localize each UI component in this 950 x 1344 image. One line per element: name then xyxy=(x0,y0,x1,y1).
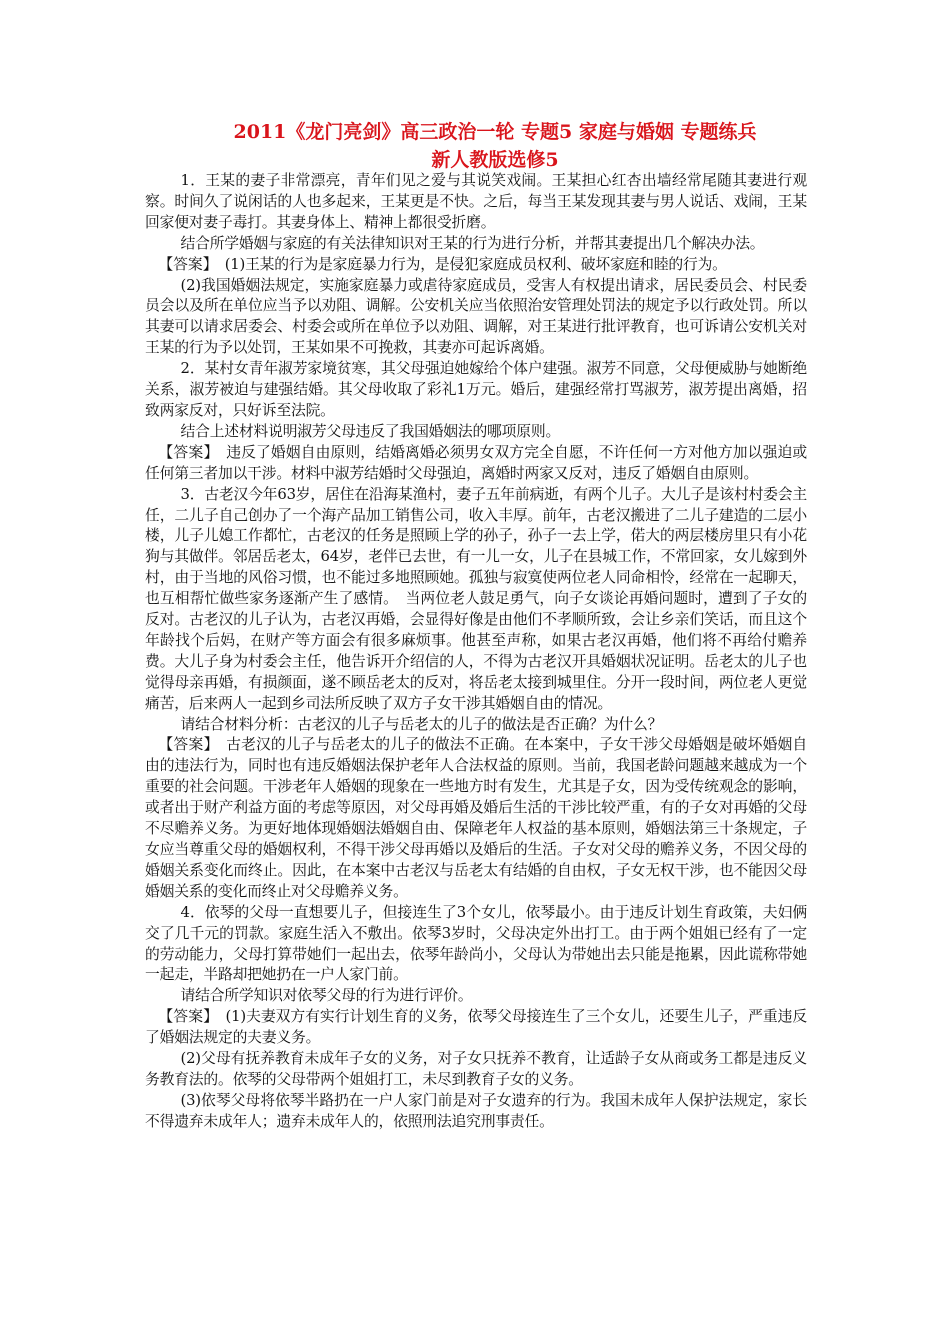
answer-text: (1)夫妻双方有实行计划生育的义务，依琴父母接连生了三个女儿，还要生儿子，严重违反了婚姻法规定的夫妻义务。 xyxy=(145,1008,807,1047)
body-paragraph: (2)父母有抚养教育未成年子女的义务，对子女只抚养不教育，让适龄子女从商或务工都是违反义务教育法的。依琴的父母带两个姐姐打工，未尽到教育子女的义务。 xyxy=(145,1050,807,1088)
document-body xyxy=(145,171,807,1133)
document-title xyxy=(145,118,845,174)
title-line-2: 新人教版选修5 xyxy=(431,149,559,171)
answer-paragraph xyxy=(145,255,807,276)
body-paragraph: 请结合材料分析：古老汉的儿子与岳老太的儿子的做法是否正确？为什么？ xyxy=(180,715,663,733)
body-paragraph: 1．王某的妻子非常漂亮，青年们见之爱与其说笑戏闹。王某担心红杏出墙经常尾随其妻进行观察。时间久了说闲话的人也多起来，王某更是不快。之后，每当王某发现其妻与男人说话、戏闹，王某回家便对妻子毒打。其妻身体上、精神上都很受折磨。 xyxy=(145,172,807,231)
answer-paragraph xyxy=(145,443,807,485)
body-paragraph: 4．依琴的父母一直想要儿子，但接连生了3个女儿，依琴最小。由于违反计划生育政策，夫妇俩交了几千元的罚款。家庭生活入不敷出。依琴3岁时，父母决定外出打工。由于两个姐姐已经有了一定的劳动能力，父母打算带她们一起出去，依琴年龄尚小，父母认为带她出去只能是拖累，因此谎称带她一起走，半路却把她扔在一户人家门前。 xyxy=(145,903,807,984)
answer-tag: 【答案】 xyxy=(158,255,211,273)
title-line-1: 2011《龙门亮剑》高三政治一轮 专题5 家庭与婚姻 专题练兵 xyxy=(233,121,757,143)
body-paragraph: 请结合所学知识对依琴父母的行为进行评价。 xyxy=(180,987,473,1005)
body-paragraph: 结合所学婚姻与家庭的有关法律知识对王某的行为进行分析，并帮其妻提出几个解决办法。 xyxy=(180,234,765,252)
answer-tag: 【答案】 xyxy=(158,443,212,461)
answer-text: 违反了婚姻自由原则，结婚离婚必须男女双方完全自愿，不许任何一方对他方加以强迫或任何第三者加以干涉。材料中淑芳结婚时父母强迫，离婚时两家又反对，违反了婚姻自由原则。 xyxy=(145,443,807,482)
answer-paragraph xyxy=(145,735,807,902)
answer-text: 古老汉的儿子与岳老太的儿子的做法不正确。在本案中，子女干涉父母婚姻是破坏婚姻自由的违法行为，同时也有违反婚姻法保护老年人合法权益的原则。当前，我国老龄问题越来越成为一个重要的社会问题。干涉老年人婚姻的现象在一些地方时有发生，尤其是子女，因为受传统观念的影响，或者出于财产利益方面的考虑等原因，对父母再婚及婚后生活的干涉比较严重，有的子女对再婚的父母不尽赡养义务。为更好地体现婚姻法婚姻自由、保障老年人权益的基本原则，婚姻法第三十条规定，子女应当尊重父母的婚姻权利，不得干涉父母再婚以及婚后的生活。子女对父母的赡养义务，不因父母的婚姻关系变化而终止。因此，在本案中古老汉与岳老太有结婚的自由权，子女无权干涉，也不能因父母婚姻关系的变化而终止对父母赡养义务。 xyxy=(145,736,807,900)
answer-text: (1)王某的行为是家庭暴力行为，是侵犯家庭成员权利、破坏家庭和睦的行为。 xyxy=(210,255,727,273)
answer-tag: 【答案】 xyxy=(158,736,212,754)
answer-paragraph xyxy=(145,1007,807,1049)
body-paragraph: (3)依琴父母将依琴半路扔在一户人家门前是对子女遗弃的行为。我国未成年人保护法规定，家长不得遗弃未成年人；遗弃未成年人的，依照刑法追究刑事责任。 xyxy=(145,1091,807,1130)
body-paragraph: 3．古老汉今年63岁，居住在沿海某渔村，妻子五年前病逝，有两个儿子。大儿子是该村村委会主任，二儿子自己创办了一个海产品加工销售公司，收入丰厚。前年，古老汉搬进了二儿子建造的二层小楼，儿子儿媳工作都忙，古老汉的任务是照顾上学的孙子，孙子一去上学，偌大的两层楼房里只有小花狗与其做伴。邻居岳老太，64岁，老伴已去世，有一儿一女，儿子在县城工作，不常回家，女儿嫁到外村，由于当地的风俗习惯，也不能过多地照顾她。孤独与寂寞使两位老人同命相怜，经常在一起聊天，也互相帮忙做些家务逐渐产生了感情。 当两位老人鼓足勇气，向子女谈论再婚问题时，遭到了子女的反对。古老汉的儿子认为，古老汉再婚，会显得好像是由他们不孝顺所致，会让乡亲们笑话，而且这个年龄找个后妈，在财产等方面会有很多麻烦事。他甚至声称，如果古老汉再婚，他们将不再给付赡养费。大儿子身为村委会主任，他告诉开介绍信的人，不得为古老汉开具婚姻状况证明。岳老太的儿子也觉得母亲再婚，有损颜面，遂不顾岳老太的反对，将岳老太接到城里住。分开一段时间，两位老人更觉痛苦，后来两人一起到乡司法所反映了双方子女干涉其婚姻自由的情况。 xyxy=(145,485,807,712)
body-paragraph: 2．某村女青年淑芳家境贫寒，其父母强迫她嫁给个体户建强。淑芳不同意，父母便威胁与她断绝关系，淑芳被迫与建强结婚。其父母收取了彩礼1万元。婚后，建强经常打骂淑芳，淑芳提出离婚，招致两家反对，只好诉至法院。 xyxy=(145,360,807,419)
answer-tag: 【答案】 xyxy=(158,1008,211,1026)
body-paragraph: 结合上述材料说明淑芳父母违反了我国婚姻法的哪项原则。 xyxy=(180,422,561,440)
body-paragraph: (2)我国婚姻法规定，实施家庭暴力或虐待家庭成员，受害人有权提出请求，居民委员会、村民委员会以及所在单位应当予以劝阻、调解。公安机关应当依照治安管理处罚法的规定予以行政处罚。所以其妻可以请求居委会、村委会或所在单位予以劝阻、调解，对王某进行批评教育，也可诉请公安机关对王某的行为予以处罚，王某如果不可挽救，其妻亦可起诉离婚。 xyxy=(145,276,807,357)
